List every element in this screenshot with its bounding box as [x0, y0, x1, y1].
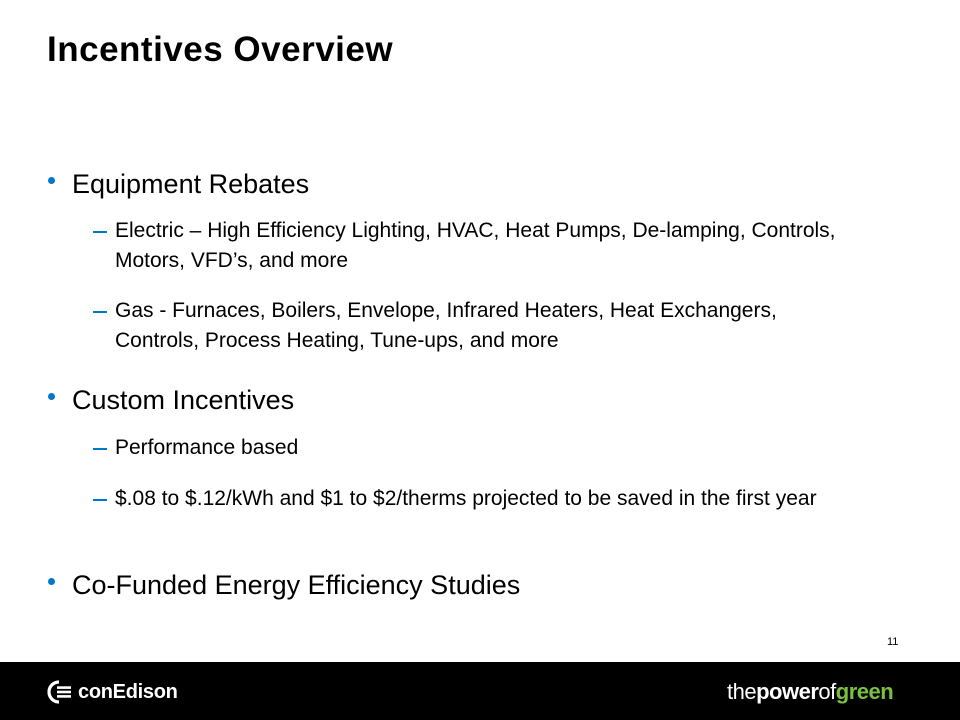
dash-icon	[93, 311, 107, 313]
dash-icon	[93, 448, 107, 450]
sub-bullet-text: Performance based	[115, 436, 299, 459]
tagline	[727, 679, 893, 705]
sub-bullet-text: $.08 to $.12/kWh and $1 to $2/therms projected to be saved in the first year	[115, 487, 817, 510]
bullet-dot-icon	[48, 177, 55, 184]
conedison-logo	[44, 680, 178, 704]
page-title: Incentives Overview	[47, 30, 394, 69]
bullet-label: Equipment Rebates	[72, 169, 310, 199]
bullet-label: Custom Incentives	[72, 385, 295, 415]
dash-icon	[93, 231, 107, 233]
dash-icon	[93, 499, 107, 501]
footer-bar	[0, 662, 960, 720]
conedison-logo-icon	[44, 680, 74, 704]
page-number: 11	[887, 636, 899, 648]
logo-text: conEdison	[78, 680, 178, 703]
sub-bullet-text: Gas - Furnaces, Boilers, Envelope, Infrared Heaters, Heat Exchangers, Controls, Process Heating, Tune-ups, and more	[115, 299, 777, 352]
bullet-label: Co-Funded Energy Efficiency Studies	[72, 570, 521, 600]
tagline-the: the	[727, 679, 757, 704]
tagline-power: power	[756, 679, 819, 704]
bullet-dot-icon	[48, 393, 55, 400]
sub-bullet-text: Electric – High Efficiency Lighting, HVAC, Heat Pumps, De-lamping, Controls, Motors, VFD’s, and more	[115, 219, 836, 272]
bullet-dot-icon	[48, 578, 55, 585]
tagline-of: of	[818, 679, 836, 704]
tagline-green: green	[835, 679, 894, 704]
